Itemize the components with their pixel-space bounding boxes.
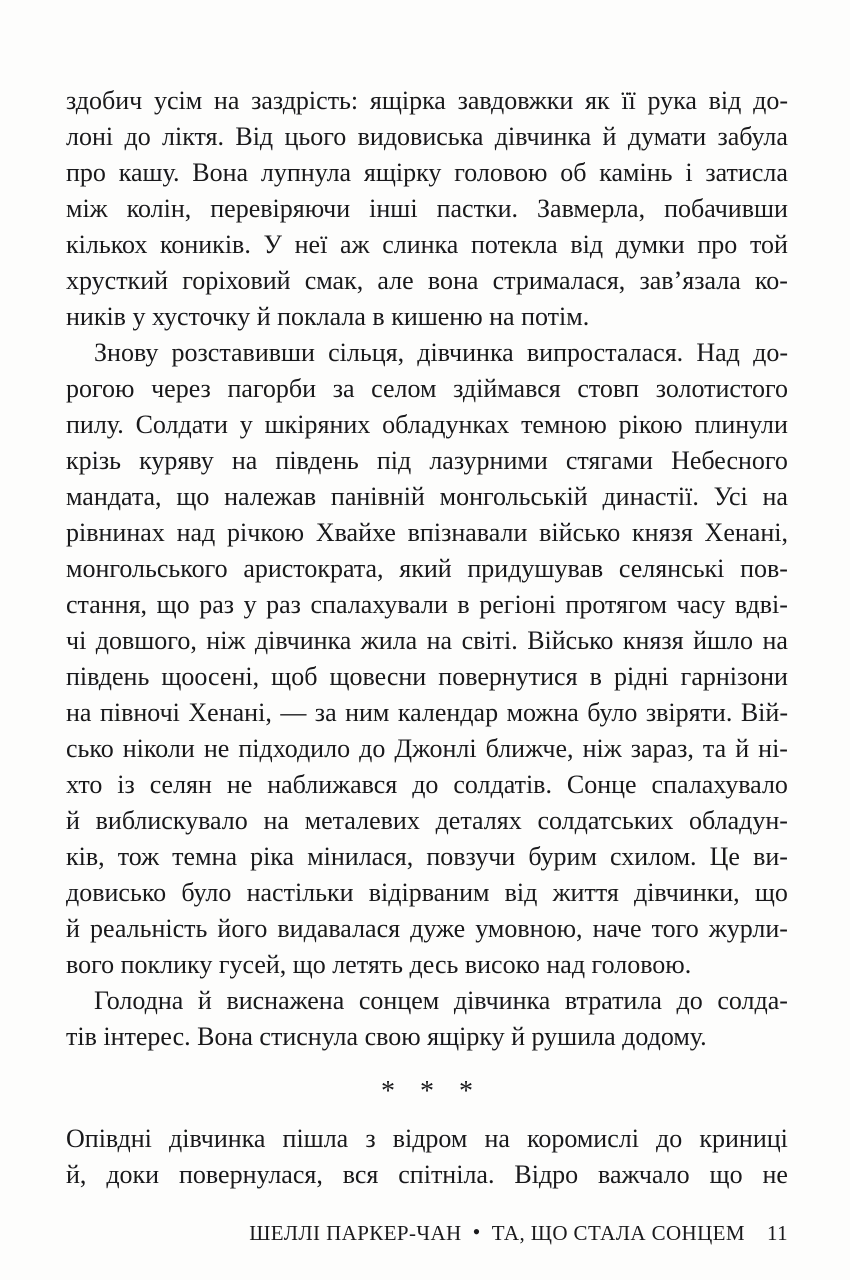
- word: до: [412, 770, 439, 799]
- word: часу: [676, 590, 726, 619]
- word: сонцем: [358, 986, 440, 1015]
- word: стовп: [577, 374, 640, 403]
- word: вся: [342, 1160, 379, 1189]
- word: Сонце: [566, 770, 637, 799]
- word: побачивши: [664, 194, 788, 223]
- word: думки: [615, 230, 685, 259]
- word: перевіряючи: [210, 194, 351, 223]
- word: селянські: [618, 554, 725, 583]
- word: пов-: [740, 554, 788, 583]
- word: того: [651, 914, 699, 943]
- word: доки: [106, 1160, 160, 1189]
- word: між: [66, 194, 108, 223]
- word: Хенані,: [704, 518, 788, 547]
- word: Над: [696, 338, 740, 367]
- word: розставивши: [171, 338, 315, 367]
- text-line: [66, 155, 788, 191]
- word: його: [217, 914, 268, 943]
- word: металевих: [304, 806, 420, 835]
- word: обладунках: [382, 410, 510, 439]
- word: камінь: [599, 158, 673, 187]
- word: світі.: [461, 626, 518, 655]
- word: регіоні: [479, 590, 556, 619]
- word: належав: [224, 482, 317, 511]
- word: ви-: [753, 842, 788, 871]
- word: й: [66, 914, 80, 943]
- word: південь: [66, 662, 150, 691]
- word: Голодна: [94, 986, 184, 1015]
- word: аж: [340, 230, 370, 259]
- text-line: вого поклику гусей, що летять десь високо над головою.: [66, 950, 692, 979]
- text-line: [66, 911, 788, 947]
- word: спалахувало: [651, 770, 788, 799]
- word: в: [589, 662, 602, 691]
- word: крізь: [66, 446, 121, 475]
- text-line: [66, 1121, 788, 1157]
- word: південь: [275, 446, 359, 475]
- word: умовною,: [475, 914, 583, 943]
- word: пішла: [282, 1124, 349, 1153]
- word: монгольській: [439, 482, 588, 511]
- word: щоосені,: [161, 662, 260, 691]
- word: Вона: [192, 158, 249, 187]
- word: не: [203, 734, 230, 763]
- word: усім: [153, 86, 203, 115]
- text-line: [66, 731, 788, 767]
- word: й: [197, 986, 212, 1015]
- word: повернутися: [438, 662, 578, 691]
- word: в: [457, 590, 470, 619]
- word: наче: [592, 914, 642, 943]
- text-line: [66, 695, 788, 731]
- word: гарнізони: [680, 662, 788, 691]
- word: хто: [66, 770, 103, 799]
- word: коромислі: [527, 1124, 639, 1153]
- word: було: [181, 878, 232, 907]
- text-line: [66, 227, 788, 263]
- text-line: тів інтерес. Вона стиснула свою ящірку й рушила додому.: [66, 1022, 707, 1051]
- text-line: [66, 83, 788, 119]
- paragraph: [66, 1121, 788, 1193]
- word: як: [585, 86, 610, 115]
- word: —: [280, 698, 307, 727]
- word: лоні: [66, 122, 114, 151]
- word: схилом.: [610, 842, 697, 871]
- word: Військо: [527, 626, 614, 655]
- text-line: [66, 371, 788, 407]
- word: дівчинка: [417, 338, 514, 367]
- word: рука: [647, 86, 697, 115]
- word: Небесного: [671, 446, 788, 475]
- word: на: [426, 626, 453, 655]
- word: який: [399, 554, 452, 583]
- text-line: [66, 839, 788, 875]
- word: вдві-: [734, 590, 788, 619]
- word: довисько: [66, 878, 167, 907]
- word: ко-: [754, 266, 788, 295]
- word: селян: [149, 770, 212, 799]
- word: дівчинка: [169, 1124, 266, 1153]
- word: Це: [709, 842, 740, 871]
- word: У: [263, 230, 282, 259]
- word: півночі: [99, 698, 180, 727]
- word: до: [676, 986, 703, 1015]
- text-line: [66, 587, 788, 623]
- word: думати: [627, 122, 707, 151]
- word: видовиська: [357, 122, 484, 151]
- word: протягом: [565, 590, 667, 619]
- word: колін,: [126, 194, 192, 223]
- word: за: [314, 698, 337, 727]
- word: дівчинка: [494, 122, 592, 151]
- word: видавалася: [277, 914, 401, 943]
- word: ріка: [250, 842, 295, 871]
- word: її: [621, 86, 636, 115]
- word: настільки: [246, 878, 354, 907]
- word: що: [156, 590, 190, 619]
- word: від: [570, 230, 604, 259]
- word: Солдати: [135, 410, 228, 439]
- word: Хвайхе: [315, 518, 396, 547]
- word: мандата,: [66, 482, 162, 511]
- word: ящірку: [363, 158, 442, 187]
- word: виблискувало: [95, 806, 248, 835]
- word: не: [226, 770, 253, 799]
- text-line: [66, 479, 788, 515]
- word: відірваним: [368, 878, 490, 907]
- word: не: [762, 1160, 788, 1189]
- footer-bullet-icon: •: [472, 1219, 481, 1244]
- word: дівчинки,: [633, 878, 740, 907]
- word: втратила: [564, 986, 662, 1015]
- word: бурим: [528, 842, 597, 871]
- word: монгольського: [66, 554, 228, 583]
- word: династії.: [602, 482, 699, 511]
- word: Опівдні: [66, 1124, 152, 1153]
- word: хрусткий: [66, 266, 169, 295]
- text-line: [66, 263, 788, 299]
- word: золотистого: [655, 374, 788, 403]
- word: за: [332, 374, 355, 403]
- word: Усі: [713, 482, 748, 511]
- word: можна: [506, 698, 579, 727]
- word: на: [213, 86, 240, 115]
- word: на: [762, 626, 788, 655]
- word: військо: [539, 518, 621, 547]
- word: у: [243, 590, 257, 619]
- word: стання,: [66, 590, 148, 619]
- word: пагорби: [227, 374, 317, 403]
- text-line: [66, 515, 788, 551]
- page-text: [66, 83, 788, 1193]
- word: деталях: [435, 806, 522, 835]
- word: аристократа,: [243, 554, 384, 583]
- word: пилу.: [66, 410, 124, 439]
- word: до: [124, 122, 151, 151]
- word: плинули: [694, 410, 788, 439]
- word: було: [587, 698, 638, 727]
- word: підходило: [238, 734, 351, 763]
- word: реальність: [89, 914, 208, 943]
- paragraph: [66, 83, 788, 335]
- text-line: [66, 659, 788, 695]
- text-line: [66, 803, 788, 839]
- word: зав’язала: [639, 266, 741, 295]
- word: від: [504, 878, 538, 907]
- word: ніж: [582, 734, 622, 763]
- word: на: [263, 806, 289, 835]
- word: темною: [521, 410, 607, 439]
- word: лупнула: [260, 158, 352, 187]
- footer-book-title: ТА, ЩО СТАЛА СОНЦЕМ: [491, 1221, 745, 1245]
- word: рогою: [66, 374, 135, 403]
- paragraph: [66, 335, 788, 983]
- word: календар: [397, 698, 499, 727]
- word: й: [66, 806, 80, 835]
- word: солдатів.: [453, 770, 552, 799]
- word: темна: [172, 842, 237, 871]
- text-line: [66, 443, 788, 479]
- word: важчало: [598, 1160, 690, 1189]
- word: ніж: [206, 626, 246, 655]
- word: до-: [753, 86, 788, 115]
- text-line: [66, 1157, 788, 1193]
- word: лазурними: [429, 446, 548, 475]
- word: з: [365, 1124, 376, 1153]
- word: наближався: [267, 770, 398, 799]
- word: на: [66, 698, 92, 727]
- text-line: [66, 335, 788, 371]
- page-number: 11: [766, 1221, 788, 1245]
- word: Завмерла,: [537, 194, 646, 223]
- word: рідні: [614, 662, 669, 691]
- footer-author: ШЕЛЛІ ПАРКЕР-ЧАН: [249, 1221, 462, 1245]
- word: щоб: [271, 662, 318, 691]
- word: горіховий: [182, 266, 291, 295]
- word: об: [560, 158, 587, 187]
- word: чі: [66, 626, 87, 655]
- word: ків,: [66, 842, 105, 871]
- word: життя: [552, 878, 619, 907]
- word: що: [176, 482, 210, 511]
- word: до: [656, 1124, 683, 1153]
- section-separator: * * *: [381, 1076, 482, 1107]
- word: на: [484, 1124, 510, 1153]
- word: впізнавали: [407, 518, 528, 547]
- word: головою: [454, 158, 548, 187]
- word: від: [708, 86, 742, 115]
- word: неї: [294, 230, 328, 259]
- word: інші: [369, 194, 418, 223]
- word: забула: [717, 122, 788, 151]
- text-line: [66, 875, 788, 911]
- word: той: [749, 230, 788, 259]
- word: ним: [345, 698, 390, 727]
- word: про: [66, 158, 106, 187]
- word: ящірка: [369, 86, 446, 115]
- word: солда-: [717, 986, 788, 1015]
- word: ні-: [758, 734, 788, 763]
- word: рікою: [618, 410, 683, 439]
- word: слинка: [382, 230, 459, 259]
- word: на: [762, 482, 788, 511]
- word: стягами: [565, 446, 653, 475]
- word: смак,: [304, 266, 364, 295]
- word: цього: [284, 122, 347, 151]
- word: і: [685, 158, 693, 187]
- word: князя: [632, 518, 693, 547]
- word: Вій-: [740, 698, 788, 727]
- word: князя: [622, 626, 684, 655]
- word: над: [176, 518, 216, 547]
- word: заздрість:: [251, 86, 359, 115]
- word: потекла: [471, 230, 558, 259]
- text-line: [66, 191, 788, 227]
- word: раз: [266, 590, 301, 619]
- word: із: [117, 770, 135, 799]
- text-line: [66, 623, 788, 659]
- word: здіймався: [453, 374, 561, 403]
- word: що: [709, 1160, 743, 1189]
- word: до-: [753, 338, 788, 367]
- word: кашу.: [118, 158, 180, 187]
- word: панівній: [330, 482, 425, 511]
- word: випросталася.: [526, 338, 684, 367]
- text-line: ників у хусточку й поклала в кишеню на потім.: [66, 302, 590, 331]
- word: щовесни: [329, 662, 427, 691]
- word: стрималася,: [492, 266, 626, 295]
- word: журли-: [708, 914, 788, 943]
- word: сько: [66, 734, 114, 763]
- word: дівчинка: [254, 626, 352, 655]
- text-line: [66, 767, 788, 803]
- word: затисла: [705, 158, 788, 187]
- word: Відро: [514, 1160, 579, 1189]
- word: жила: [360, 626, 418, 655]
- word: здобич: [66, 86, 143, 115]
- word: криниці: [699, 1124, 788, 1153]
- word: Знову: [94, 338, 159, 367]
- word: мінилася,: [307, 842, 414, 871]
- word: придушував: [467, 554, 604, 583]
- text-line: [66, 551, 788, 587]
- word: ліктя.: [162, 122, 225, 151]
- text-line: [66, 407, 788, 443]
- word: сільця,: [328, 338, 405, 367]
- word: ближче,: [485, 734, 574, 763]
- word: й: [735, 734, 750, 763]
- word: спалахували: [310, 590, 448, 619]
- word: вона: [427, 266, 479, 295]
- word: й,: [66, 1160, 87, 1189]
- word: обладун-: [689, 806, 788, 835]
- word: куряву: [139, 446, 214, 475]
- paragraph: [66, 983, 788, 1055]
- word: Хенані,: [188, 698, 272, 727]
- word: раз: [199, 590, 235, 619]
- word: довшого,: [95, 626, 197, 655]
- word: рівнинах: [66, 518, 165, 547]
- word: повзучи: [426, 842, 516, 871]
- page-footer: [249, 1220, 788, 1246]
- word: відром: [392, 1124, 468, 1153]
- text-line: [66, 983, 788, 1019]
- word: пастки.: [436, 194, 518, 223]
- word: Від: [235, 122, 274, 151]
- word: через: [151, 374, 211, 403]
- word: Джонлі: [394, 734, 477, 763]
- word: звіряти.: [645, 698, 733, 727]
- word: дуже: [410, 914, 466, 943]
- word: про: [697, 230, 738, 259]
- word: ніколи: [122, 734, 195, 763]
- word: річкою: [227, 518, 305, 547]
- word: завдовжки: [457, 86, 574, 115]
- word: на: [231, 446, 258, 475]
- word: під: [376, 446, 412, 475]
- word: коників.: [160, 230, 251, 259]
- word: спітніла.: [398, 1160, 495, 1189]
- word: дівчинка: [453, 986, 551, 1015]
- word: селом: [371, 374, 437, 403]
- word: до: [359, 734, 386, 763]
- word: повернулася,: [178, 1160, 323, 1189]
- word: але: [377, 266, 414, 295]
- word: шкіряних: [264, 410, 371, 439]
- word: виснажена: [226, 986, 345, 1015]
- word: кількох: [66, 230, 148, 259]
- word: та: [702, 734, 727, 763]
- word: тож: [117, 842, 160, 871]
- word: що: [754, 878, 788, 907]
- word: зараз,: [630, 734, 694, 763]
- text-line: [66, 119, 788, 155]
- word: й: [602, 122, 617, 151]
- word: у: [239, 410, 253, 439]
- word: солдатських: [537, 806, 674, 835]
- word: йшло: [693, 626, 753, 655]
